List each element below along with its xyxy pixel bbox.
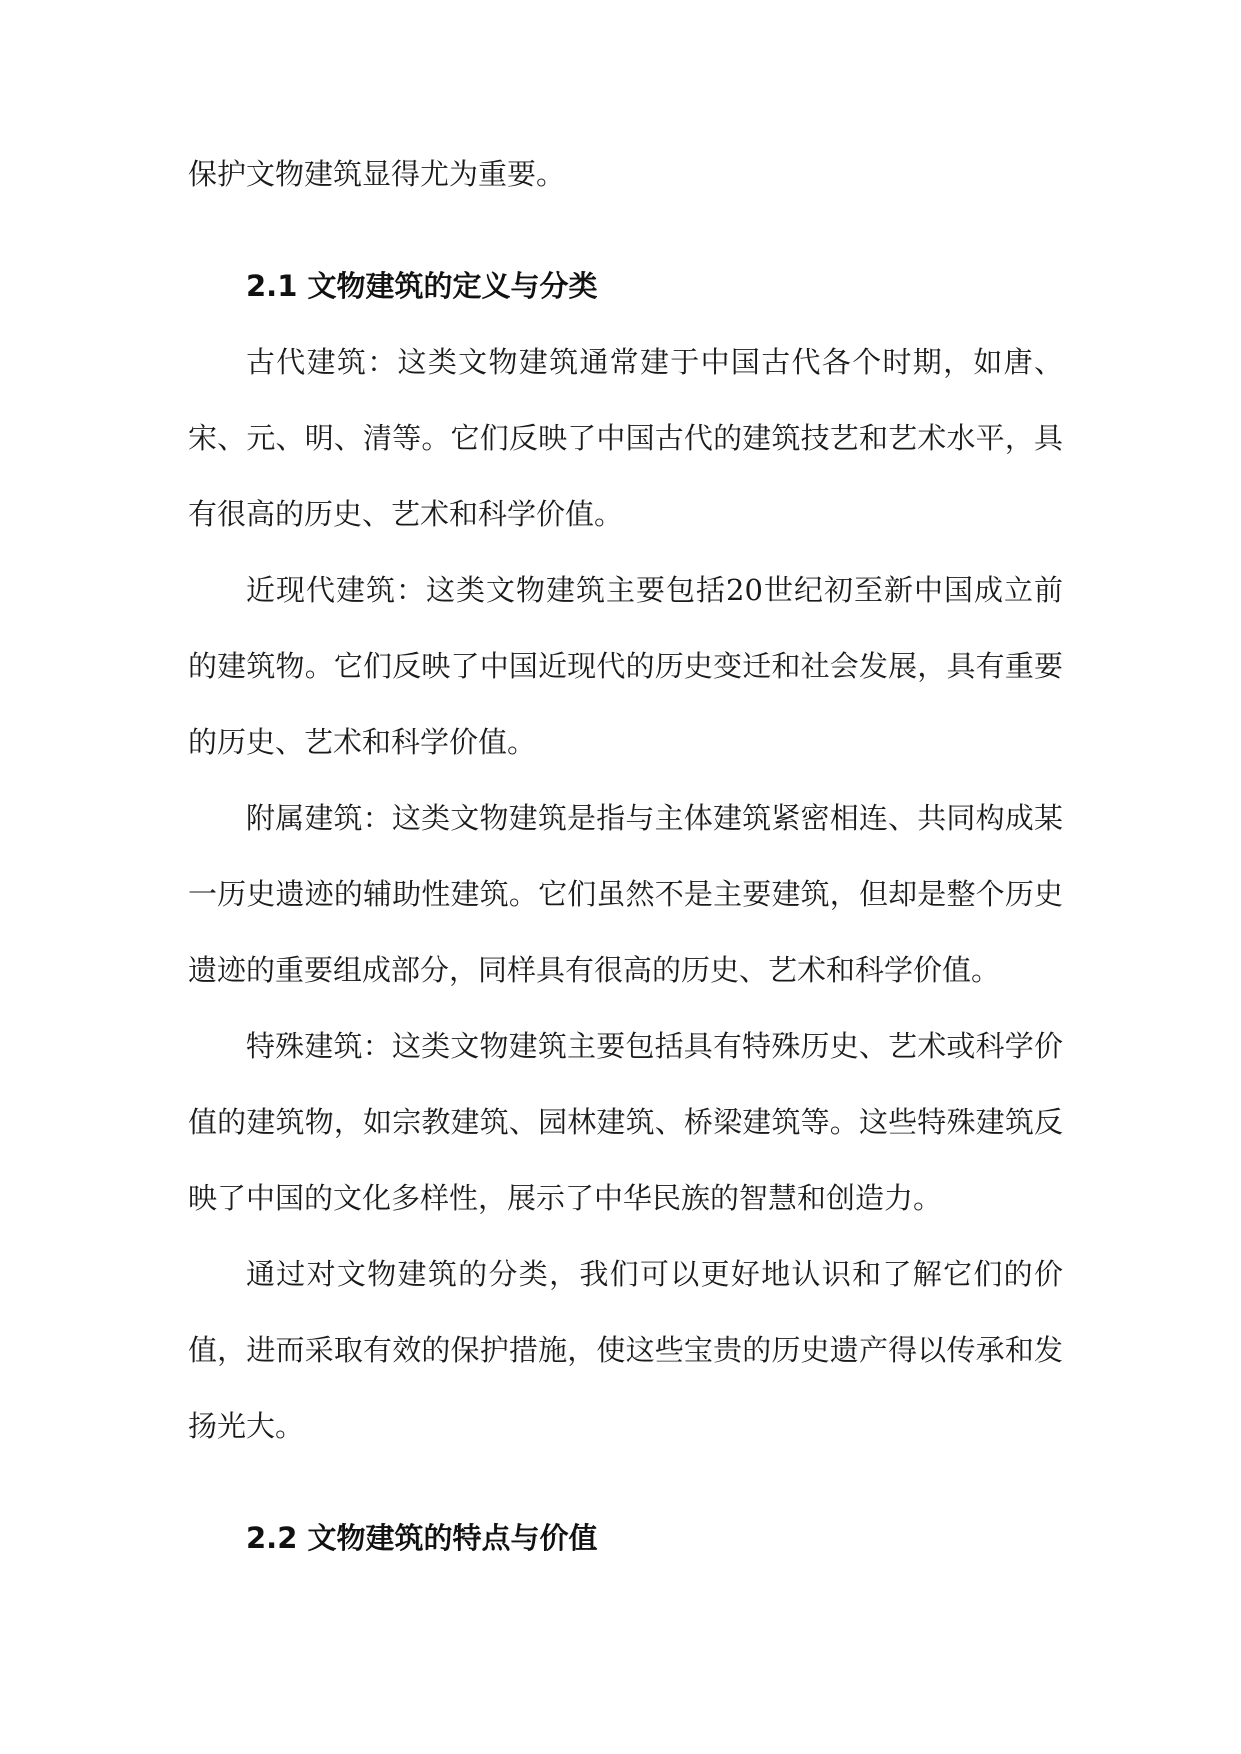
document-body <box>188 136 1063 1576</box>
paragraph-special-architecture: 特殊建筑：这类文物建筑主要包括具有特殊历史、艺术或科学价值的建筑物，如宗教建筑、园林建筑、桥梁建筑等。这些特殊建筑反映了中国的文化多样性，展示了中华民族的智慧和创造力。 <box>188 1029 1063 1215</box>
paragraph-auxiliary-architecture: 附属建筑：这类文物建筑是指与主体建筑紧密相连、共同构成某一历史遗迹的辅助性建筑。它们虽然不是主要建筑，但却是整个历史遗迹的重要组成部分，同样具有很高的历史、艺术和科学价值。 <box>188 801 1063 987</box>
section-spacer <box>188 212 1063 248</box>
section-heading-2-2: 2.2 文物建筑的特点与价值 <box>246 1521 598 1555</box>
section-spacer <box>188 1464 1063 1500</box>
continuation-paragraph: 保护文物建筑显得尤为重要。 <box>188 157 566 191</box>
paragraph-ancient-architecture: 古代建筑：这类文物建筑通常建于中国古代各个时期，如唐、宋、元、明、清等。它们反映了中国古代的建筑技艺和艺术水平，具有很高的历史、艺术和科学价值。 <box>188 345 1063 531</box>
section-heading-2-1: 2.1 文物建筑的定义与分类 <box>246 269 598 303</box>
paragraph-modern-architecture: 近现代建筑：这类文物建筑主要包括20世纪初至新中国成立前的建筑物。它们反映了中国近现代的历史变迁和社会发展，具有重要的历史、艺术和科学价值。 <box>188 573 1063 759</box>
paragraph-classification-summary: 通过对文物建筑的分类，我们可以更好地认识和了解它们的价值，进而采取有效的保护措施，使这些宝贵的历史遗产得以传承和发扬光大。 <box>188 1257 1063 1443</box>
